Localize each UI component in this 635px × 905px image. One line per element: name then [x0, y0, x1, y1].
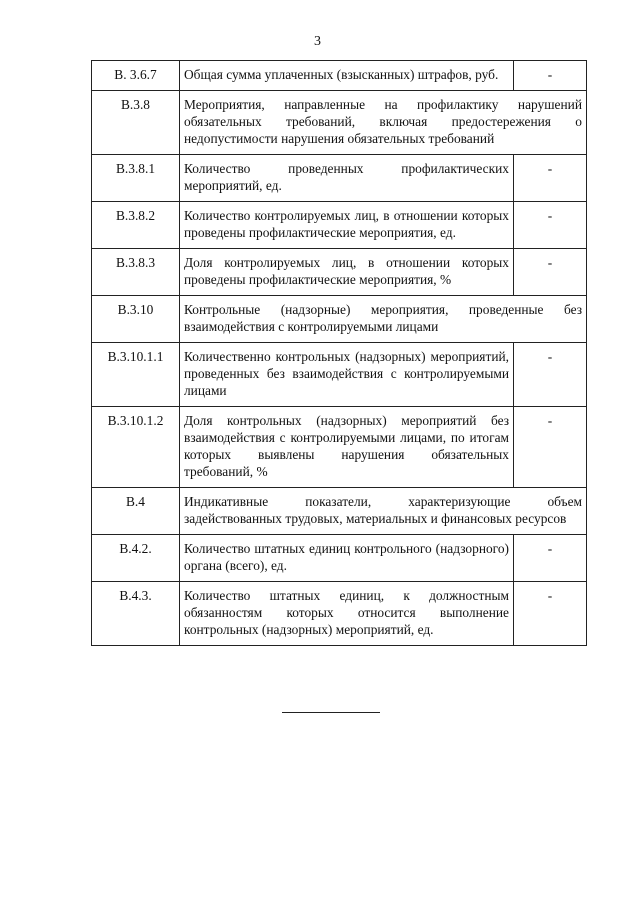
row-code-cell: В.3.8.3	[92, 249, 180, 296]
row-value-cell: -	[514, 582, 587, 646]
row-code-cell: В.4.2.	[92, 535, 180, 582]
row-code-cell: В.3.8	[92, 91, 180, 155]
row-value-cell: -	[514, 535, 587, 582]
table-row	[92, 202, 587, 249]
row-value-cell: -	[514, 202, 587, 249]
row-description-cell: Доля контролируемых лиц, в отношении которых проведены профилактические мероприятия, %	[180, 249, 514, 296]
end-separator-line	[282, 712, 380, 713]
table-row	[92, 488, 587, 535]
table-row	[92, 296, 587, 343]
row-code-cell: В.3.8.2	[92, 202, 180, 249]
table-row	[92, 61, 587, 91]
row-description-cell: Мероприятия, направленные на профилактику нарушений обязательных требований, включая предостережения о недопустимости нарушения обязательных требований	[180, 91, 587, 155]
table-row	[92, 155, 587, 202]
row-description-cell: Доля контрольных (надзорных) мероприятий без взаимодействия с контролируемыми лицами, по итогам которых выявлены нарушения обязательных требований, %	[180, 407, 514, 488]
indicator-table	[91, 60, 587, 646]
row-code-cell: В. 3.6.7	[92, 61, 180, 91]
row-description-cell: Общая сумма уплаченных (взысканных) штрафов, руб.	[180, 61, 514, 91]
row-code-cell: В.4.3.	[92, 582, 180, 646]
row-code-cell: В.3.8.1	[92, 155, 180, 202]
table-row	[92, 582, 587, 646]
row-description-cell: Количество контролируемых лиц, в отношении которых проведены профилактические мероприятия, ед.	[180, 202, 514, 249]
row-value-cell: -	[514, 249, 587, 296]
row-description-cell: Количество проведенных профилактических мероприятий, ед.	[180, 155, 514, 202]
row-description-cell: Контрольные (надзорные) мероприятия, проведенные без взаимодействия с контролируемыми лицами	[180, 296, 587, 343]
row-value-cell: -	[514, 407, 587, 488]
row-code-cell: В.3.10	[92, 296, 180, 343]
row-code-cell: В.3.10.1.1	[92, 343, 180, 407]
page-number: 3	[314, 34, 321, 49]
row-description-cell: Индикативные показатели, характеризующие объем задействованных трудовых, материальных и финансовых ресурсов	[180, 488, 587, 535]
row-value-cell: -	[514, 343, 587, 407]
row-description-cell: Количественно контрольных (надзорных) мероприятий, проведенных без взаимодействия с контролируемыми лицами	[180, 343, 514, 407]
row-description-cell: Количество штатных единиц, к должностным обязанностям которых относится выполнение контрольных (надзорных) мероприятий, ед.	[180, 582, 514, 646]
row-value-cell: -	[514, 61, 587, 91]
row-code-cell: В.3.10.1.2	[92, 407, 180, 488]
table-row	[92, 91, 587, 155]
table-row	[92, 343, 587, 407]
row-value-cell: -	[514, 155, 587, 202]
table-row	[92, 535, 587, 582]
table-row	[92, 249, 587, 296]
indicator-table-body	[92, 61, 587, 646]
row-description-cell: Количество штатных единиц контрольного (надзорного) органа (всего), ед.	[180, 535, 514, 582]
table-row	[92, 407, 587, 488]
row-code-cell: В.4	[92, 488, 180, 535]
